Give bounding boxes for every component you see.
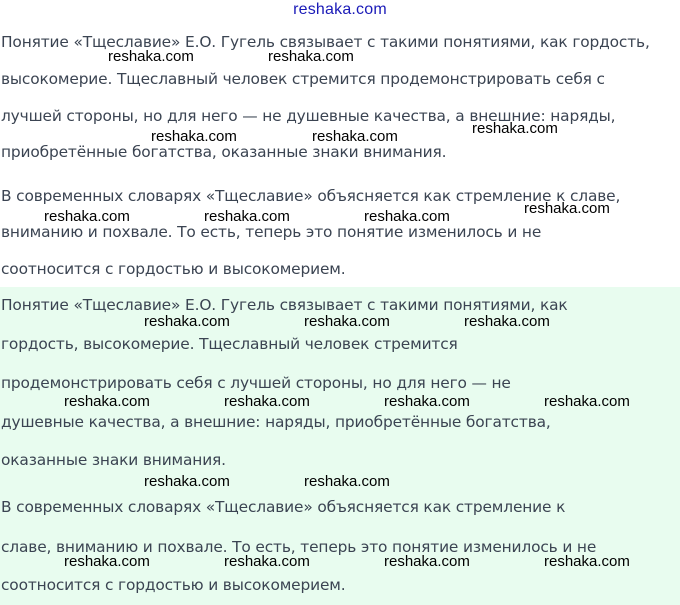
watermark-text: reshaka.com	[224, 553, 310, 570]
site-header-link[interactable]: reshaka.com	[293, 1, 387, 18]
text-line: душевные качества, а внешние: наряды, приобретённые богатства,	[1, 413, 551, 431]
text-line: В современных словарях «Тщеславие» объясняется как стремление к славе,	[1, 187, 621, 205]
text-line: гордость, высокомерие. Тщеславный человек стремится	[1, 335, 458, 353]
text-line: соотносится с гордостью и высокомерием.	[1, 576, 346, 594]
text-line: В современных словарях «Тщеславие» объясняется как стремление к	[1, 498, 566, 516]
watermark-text: reshaka.com	[384, 393, 470, 410]
watermark-text: reshaka.com	[312, 128, 398, 145]
text-line: соотносится с гордостью и высокомерием.	[1, 260, 346, 278]
text-line: славе, вниманию и похвале. То есть, теперь это понятие изменилось и не	[1, 538, 597, 556]
text-line: лучшей стороны, но для него — не душевные качества, а внешние: наряды,	[1, 107, 616, 125]
text-line: высокомерие. Тщеславный человек стремится продемонстрировать себя с	[1, 70, 605, 88]
text-line: Понятие «Тщеславие» Е.О. Гугель связывает с такими понятиями, как гордость,	[1, 33, 650, 51]
text-line: вниманию и похвале. То есть, теперь это понятие изменилось и не	[1, 223, 542, 241]
watermark-text: reshaka.com	[64, 553, 150, 570]
watermark-text: reshaka.com	[464, 313, 550, 330]
watermark-text: reshaka.com	[544, 393, 630, 410]
watermark-text: reshaka.com	[204, 208, 290, 225]
watermark-text: reshaka.com	[108, 48, 194, 65]
watermark-text: reshaka.com	[304, 313, 390, 330]
watermark-text: reshaka.com	[304, 473, 390, 490]
watermark-text: reshaka.com	[544, 553, 630, 570]
watermark-text: reshaka.com	[384, 553, 470, 570]
watermark-text: reshaka.com	[224, 393, 310, 410]
watermark-text: reshaka.com	[364, 208, 450, 225]
text-line: Понятие «Тщеславие» Е.О. Гугель связывает с такими понятиями, как	[1, 296, 568, 314]
watermark-text: reshaka.com	[44, 208, 130, 225]
watermark-text: reshaka.com	[64, 393, 150, 410]
text-line: оказанные знаки внимания.	[1, 451, 226, 469]
watermark-text: reshaka.com	[268, 48, 354, 65]
watermark-text: reshaka.com	[144, 473, 230, 490]
watermark-text: reshaka.com	[472, 120, 558, 137]
watermark-text: reshaka.com	[524, 200, 610, 217]
text-line: приобретённые богатства, оказанные знаки внимания.	[1, 143, 447, 161]
watermark-text: reshaka.com	[144, 313, 230, 330]
watermark-text: reshaka.com	[151, 128, 237, 145]
text-line: продемонстрировать себя с лучшей стороны, но для него — не	[1, 374, 511, 392]
